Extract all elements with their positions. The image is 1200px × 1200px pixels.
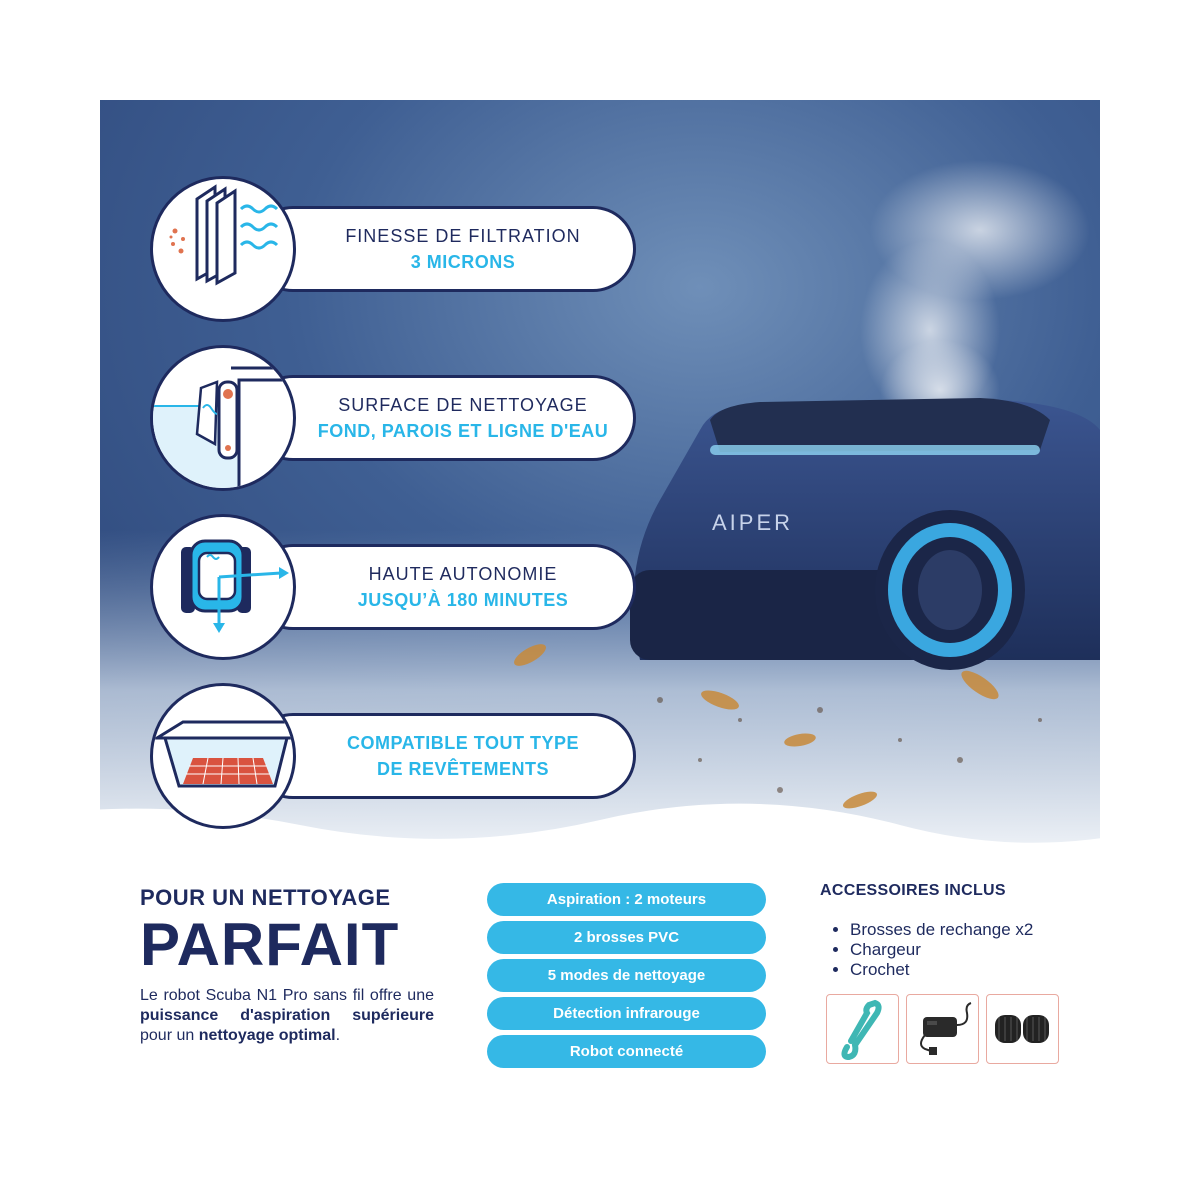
hook-icon [826, 994, 899, 1064]
feature-value: 3 MICRONS [410, 252, 516, 272]
list-item: • Crochet [850, 960, 1080, 980]
feature-cleaning-surface [150, 345, 640, 493]
charger-icon [906, 994, 979, 1064]
feature-value: FOND, PAROIS ET LIGNE D'EAU [317, 421, 609, 441]
feature-filtration [150, 176, 640, 324]
pool-tiles-icon [150, 683, 296, 829]
list-item: • Chargeur [850, 940, 1080, 960]
spec-pill-suction: Aspiration : 2 moteurs [487, 883, 766, 916]
filter-layers-icon [150, 176, 296, 322]
spec-pill-modes: 5 modes de nettoyage [487, 959, 766, 992]
accessories-title: ACCESSOIRES INCLUS [820, 882, 1006, 899]
list-item: • Brosses de rechange x2 [850, 920, 1080, 940]
robot-brand-label: AIPER [712, 510, 794, 535]
pool-wall-robot-icon [150, 345, 296, 491]
intro-text: . [335, 1027, 341, 1044]
spec-pill-connected: Robot connecté [487, 1035, 766, 1068]
accessories-thumbnails [826, 994, 1066, 1066]
robot-topview-icon [150, 514, 296, 660]
intro-text: pour un [140, 1027, 199, 1044]
intro-text-bold: nettoyage optimal [198, 1027, 336, 1044]
intro-paragraph [140, 986, 434, 1046]
feature-value: JUSQU’À 180 MINUTES [357, 590, 569, 610]
feature-coatings [150, 683, 640, 831]
accessories-block [820, 882, 1080, 980]
accessories-list [820, 920, 1080, 980]
spec-pill-brushes: 2 brosses PVC [487, 921, 766, 954]
feature-pill [250, 544, 636, 630]
feature-title: HAUTE AUTONOMIE [368, 564, 558, 584]
feature-autonomy [150, 514, 640, 662]
feature-value-line1: COMPATIBLE TOUT TYPE [346, 733, 579, 753]
feature-pill [250, 713, 636, 799]
brushes-icon [986, 994, 1059, 1064]
feature-pill [250, 375, 636, 461]
spec-pill-infrared: Détection infrarouge [487, 997, 766, 1030]
intro-heading-small: POUR UN NETTOYAGE [140, 885, 391, 910]
intro-heading-large: PARFAIT [140, 911, 400, 978]
feature-value-line2: DE REVÊTEMENTS [376, 759, 550, 779]
feature-title: SURFACE DE NETTOYAGE [338, 395, 588, 415]
feature-title: FINESSE DE FILTRATION [345, 226, 581, 246]
spec-list [487, 883, 766, 1073]
robot-product-image [630, 398, 1100, 670]
feature-pill [250, 206, 636, 292]
intro-block [140, 884, 434, 1046]
intro-text-bold: puissance d'aspiration supérieure [140, 1007, 434, 1024]
intro-text: Le robot Scuba N1 Pro sans fil offre une [140, 987, 434, 1004]
